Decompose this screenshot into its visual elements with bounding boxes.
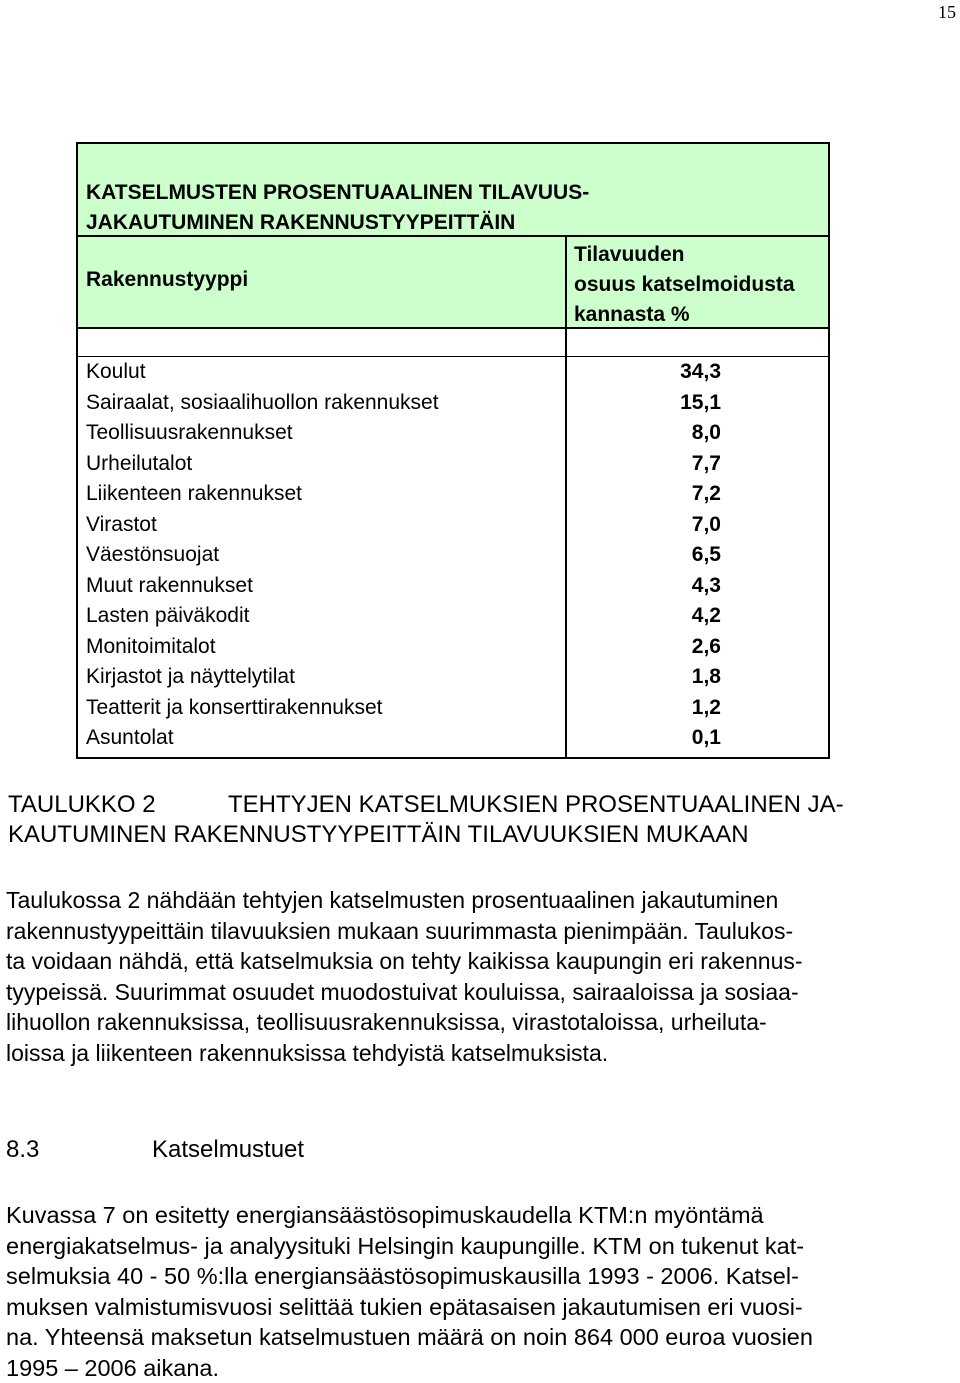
row-volume-share: 6,5 bbox=[691, 543, 721, 567]
row-building-type: Sairaalat, sosiaalihuollon rakennukset bbox=[86, 390, 439, 414]
row-volume-share: 2,6 bbox=[691, 634, 721, 658]
section-number: 8.3 bbox=[6, 1136, 40, 1163]
table-row bbox=[78, 662, 828, 693]
table-spacer-row bbox=[78, 329, 828, 357]
row-volume-share: 7,7 bbox=[691, 451, 721, 475]
table-row bbox=[78, 571, 828, 602]
caption-line-1: TEHTYJEN KATSELMUKSIEN PROSENTUAALINEN JA- bbox=[228, 791, 844, 818]
caption-line-2: KAUTUMINEN RAKENNUSTYYPEITTÄIN TILAVUUKSIEN MUKAAN bbox=[8, 821, 749, 848]
row-building-type: Asuntolat bbox=[86, 726, 174, 750]
table-title-line-1: KATSELMUSTEN PROSENTUAALINEN TILAVUUS- bbox=[86, 181, 590, 204]
table-title-line-2: JAKAUTUMINEN RAKENNUSTYYPEITTÄIN bbox=[86, 211, 516, 234]
table-row bbox=[78, 723, 828, 754]
table-row bbox=[78, 632, 828, 663]
table-row bbox=[78, 693, 828, 724]
row-building-type: Muut rakennukset bbox=[86, 573, 253, 597]
header-divider bbox=[78, 235, 828, 237]
row-volume-share: 8,0 bbox=[691, 421, 721, 445]
section-heading bbox=[6, 1136, 304, 1164]
row-building-type: Liikenteen rakennukset bbox=[86, 482, 302, 506]
table-body bbox=[78, 357, 828, 757]
table-row bbox=[78, 418, 828, 449]
row-volume-share: 7,0 bbox=[691, 512, 721, 536]
table-row bbox=[78, 479, 828, 510]
row-building-type: Kirjastot ja näyttelytilat bbox=[86, 665, 295, 689]
row-building-type: Teatterit ja konserttirakennukset bbox=[86, 695, 383, 719]
row-volume-share: 0,1 bbox=[691, 726, 721, 750]
row-building-type: Koulut bbox=[86, 360, 146, 384]
paragraph-table-description: Taulukossa 2 nähdään tehtyjen katselmusten prosentuaalinen jakautuminen rakennustyypeittäin tilavuuksien mukaan suurimmasta pienimpään. Taulukos- ta voidaan nähdä, että katselmuksia on tehty kaikissa kaupungin eri rakennus- tyypeissä. Suurimmat osuudet muodostuivat kouluissa, sairaaloissa ja sosiaa- lihuollon rakennuksissa, teollisuusrakennuksissa, virastotaloissa, urheiluta- loissa ja liikenteen rakennuksissa tehdyistä katselmuksista. bbox=[6, 887, 803, 1066]
row-volume-share: 7,2 bbox=[691, 482, 721, 506]
row-volume-share: 15,1 bbox=[680, 390, 721, 414]
column-header-volume-share: Tilavuuden osuus katselmoidusta kannasta % bbox=[574, 243, 795, 326]
section-title: Katselmustuet bbox=[152, 1136, 305, 1163]
table-header bbox=[78, 144, 828, 329]
row-building-type: Monitoimitalot bbox=[86, 634, 216, 658]
table-row bbox=[78, 357, 828, 388]
row-building-type: Virastot bbox=[86, 512, 157, 536]
row-volume-share: 34,3 bbox=[680, 360, 721, 384]
building-volume-table bbox=[76, 142, 830, 759]
column-header-building-type: Rakennustyyppi bbox=[86, 268, 249, 291]
header-column-divider bbox=[565, 235, 567, 327]
row-building-type: Urheilutalot bbox=[86, 451, 193, 475]
table-title bbox=[86, 178, 706, 238]
table-row bbox=[78, 601, 828, 632]
caption-label: TAULUKKO 2 bbox=[8, 791, 156, 818]
table-row bbox=[78, 449, 828, 480]
table-row bbox=[78, 388, 828, 419]
row-volume-share: 4,3 bbox=[691, 573, 721, 597]
row-building-type: Väestönsuojat bbox=[86, 543, 220, 567]
row-volume-share: 1,8 bbox=[691, 665, 721, 689]
row-building-type: Lasten päiväkodit bbox=[86, 604, 250, 628]
table-row bbox=[78, 540, 828, 571]
table-row bbox=[78, 510, 828, 541]
paragraph-subsidies: Kuvassa 7 on esitetty energiansäästösopimuskaudella KTM:n myöntämä energiakatselmus- ja analyysituki Helsingin kaupungille. KTM on tukenut kat- selmuksia 40 - 50 %:lla energiansäästösopimuskausilla 1993 - 2006. Katsel- muksen valmistumisvuosi selittää tukien epätasaisen jakautumisen eri vuosi- na. Yhteensä maksetun katselmustuen määrä on noin 864 000 euroa vuosien 1995 – 2006 aikana. bbox=[6, 1202, 813, 1381]
row-volume-share: 1,2 bbox=[691, 695, 721, 719]
page-number: 15 bbox=[938, 2, 956, 22]
row-building-type: Teollisuusrakennukset bbox=[86, 421, 293, 445]
row-volume-share: 4,2 bbox=[691, 604, 721, 628]
table-caption bbox=[8, 790, 948, 850]
